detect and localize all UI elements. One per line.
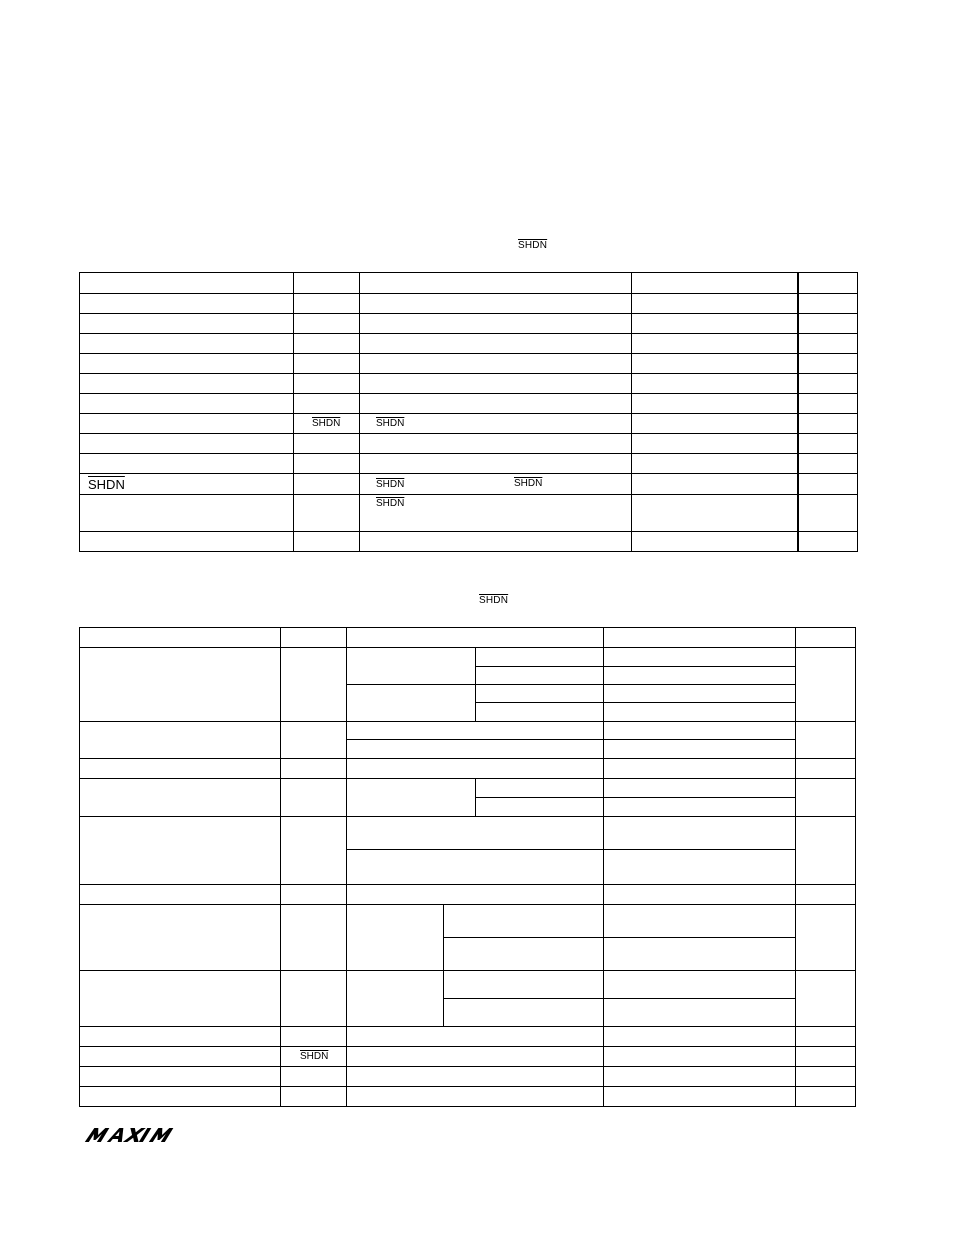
shdn-condition-b: SHDN xyxy=(514,478,543,489)
table-row xyxy=(80,971,856,999)
section1-caption-shdn: SHDN xyxy=(518,240,548,251)
shdn-symbol: SHDN xyxy=(300,1051,329,1062)
table-row xyxy=(80,474,858,495)
shdn-condition: SHDN xyxy=(376,498,405,509)
section2-caption-shdn: SHDN xyxy=(479,595,509,606)
table-row xyxy=(80,273,858,294)
electrical-table-1 xyxy=(79,272,858,552)
table-row xyxy=(80,628,856,648)
table-row xyxy=(80,314,858,334)
shdn-symbol: SHDN xyxy=(312,418,341,429)
table-row xyxy=(80,495,858,532)
table-row xyxy=(80,1047,856,1067)
table-row xyxy=(80,394,858,414)
electrical-table-2 xyxy=(79,627,856,1107)
table-row xyxy=(80,334,858,354)
table-row xyxy=(80,779,856,798)
table-row xyxy=(80,885,856,905)
table-row xyxy=(80,532,858,552)
table-row xyxy=(80,648,856,667)
table-row xyxy=(80,817,856,850)
shdn-parameter: SHDN xyxy=(88,476,125,492)
shdn-condition-a: SHDN xyxy=(376,478,405,490)
table-row xyxy=(80,294,858,314)
shdn-condition: SHDN xyxy=(376,418,405,429)
table-row xyxy=(80,722,856,740)
table-row xyxy=(80,1087,856,1107)
table-row xyxy=(80,905,856,938)
table-row xyxy=(80,374,858,394)
table-row xyxy=(80,414,858,434)
table-row xyxy=(80,1067,856,1087)
table-row xyxy=(80,1027,856,1047)
table-row xyxy=(80,454,858,474)
table-row xyxy=(80,354,858,374)
table-row xyxy=(80,759,856,779)
maxim-logo xyxy=(84,1126,192,1144)
table-row xyxy=(80,434,858,454)
